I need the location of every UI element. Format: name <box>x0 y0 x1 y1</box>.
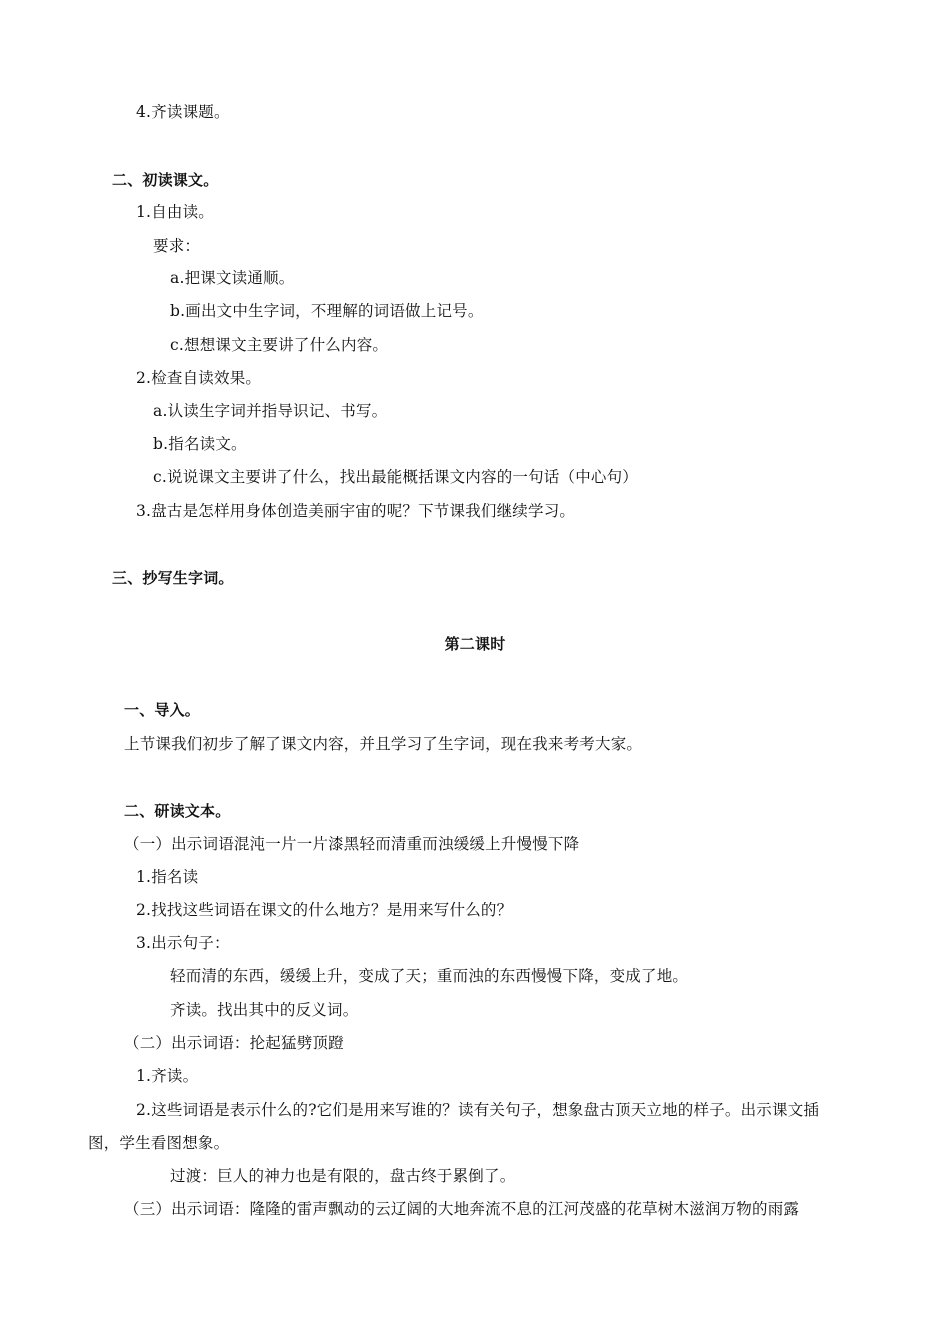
introduction-text: 上节课我们初步了解了课文内容，并且学习了生字词，现在我来考考大家。 <box>124 735 643 753</box>
part-two-words: （二）出示词语：抡起猛劈顶蹬 <box>124 1034 344 1052</box>
transition-text: 过渡：巨人的神力也是有限的，盘古终于累倒了。 <box>170 1167 516 1185</box>
check-item-b: b.指名读文。 <box>153 435 247 453</box>
requirement-b: b.画出文中生字词，不理解的词语做上记号。 <box>170 302 484 320</box>
step-1-free-reading: 1.自由读。 <box>136 203 214 221</box>
read-together-antonyms: 齐读。找出其中的反义词。 <box>170 1001 359 1019</box>
section-heading-first-reading: 二、初读课文。 <box>112 171 219 189</box>
section-heading-study-text: 二、研读文本。 <box>124 802 231 820</box>
step-4-read-title: 4.齐读课题。 <box>136 103 230 121</box>
example-sentence: 轻而清的东西，缓缓上升，变成了天；重而浊的东西慢慢下降，变成了地。 <box>170 967 689 985</box>
part-two-step-2-continued: 图，学生看图想象。 <box>88 1134 230 1152</box>
check-item-a: a.认读生字词并指导识记、书写。 <box>153 402 388 420</box>
requirement-c: c.想想课文主要讲了什么内容。 <box>170 336 389 354</box>
part-one-words: （一）出示词语混沌一片一片漆黑轻而清重而浊缓缓上升慢慢下降 <box>124 835 580 853</box>
section-heading-introduction: 一、导入。 <box>124 701 201 719</box>
lesson-two-title: 第二课时 <box>444 635 506 653</box>
part-one-step-3: 3.出示句子： <box>136 934 230 952</box>
part-one-step-2: 2.找找这些词语在课文的什么地方？是用来写什么的？ <box>136 901 513 919</box>
part-two-step-2: 2.这些词语是表示什么的?它们是用来写谁的？读有关句子，想象盘古顶天立地的样子。出示课文插 <box>136 1101 820 1119</box>
requirements-label: 要求： <box>153 237 201 255</box>
requirement-a: a.把课文读通顺。 <box>170 269 295 287</box>
part-two-step-1: 1.齐读。 <box>136 1067 199 1085</box>
section-heading-copy-words: 三、抄写生字词。 <box>112 569 234 587</box>
part-one-step-1: 1.指名读 <box>136 868 199 886</box>
check-item-c: c.说说课文主要讲了什么，找出最能概括课文内容的一句话（中心句） <box>153 468 639 486</box>
step-3-next-lesson: 3.盘古是怎样用身体创造美丽宇宙的呢？下节课我们继续学习。 <box>136 502 576 520</box>
part-three-words: （三）出示词语：隆隆的雷声飘动的云辽阔的大地奔流不息的江河茂盛的花草树木滋润万物的雨露 <box>124 1200 800 1218</box>
step-2-check-reading: 2.检查自读效果。 <box>136 369 262 387</box>
